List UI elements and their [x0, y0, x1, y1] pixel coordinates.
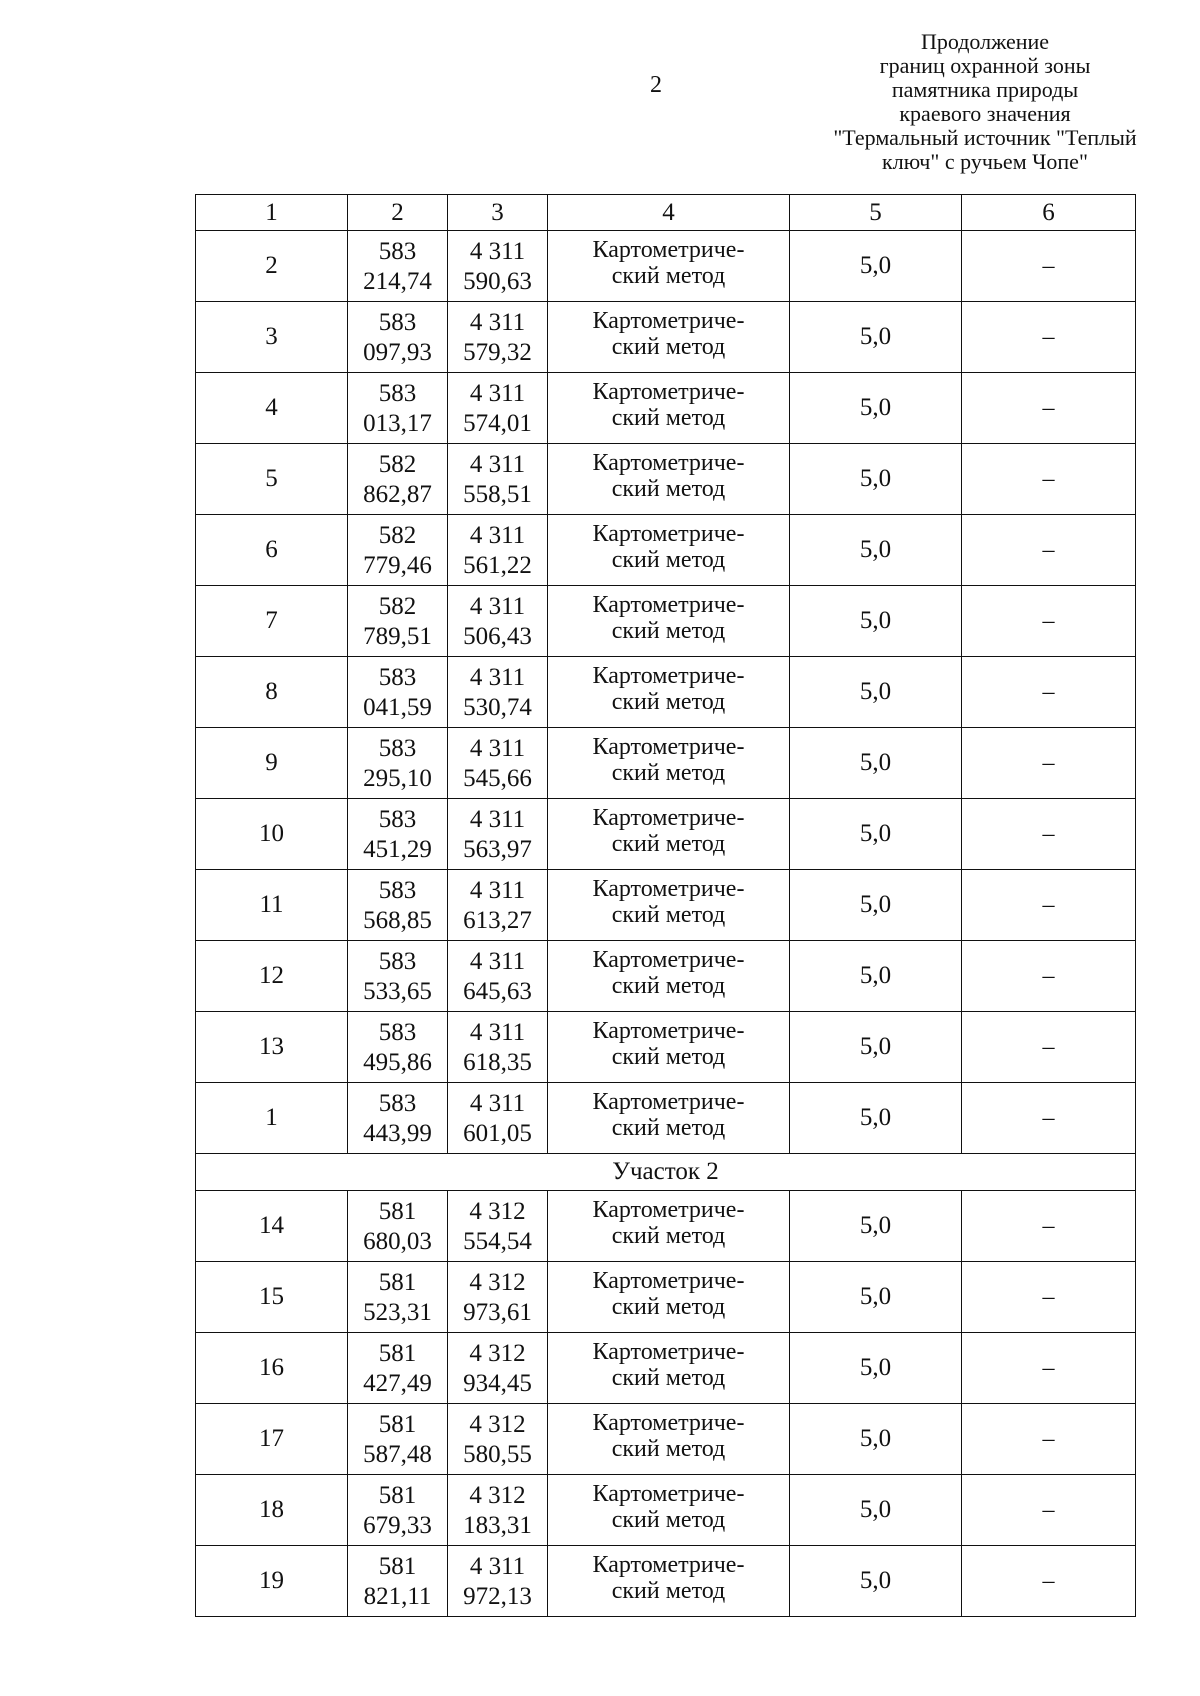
- cell-line: 183,31: [463, 1512, 532, 1539]
- table-row: [196, 1546, 1136, 1617]
- table-row: [196, 1475, 1136, 1546]
- table-row: [196, 1083, 1136, 1154]
- cell-line: Картометриче-: [592, 1339, 745, 1365]
- cell-line: Картометриче-: [592, 1410, 745, 1436]
- table-row: [196, 728, 1136, 799]
- precision-cell: 5,0: [790, 728, 962, 799]
- cell-line: 679,33: [363, 1512, 432, 1539]
- method-cell: [548, 1083, 790, 1154]
- method-cell: [548, 1191, 790, 1262]
- cell-line: 581: [378, 1340, 417, 1367]
- precision-cell: 5,0: [790, 870, 962, 941]
- cell-line: ский метод: [611, 902, 726, 928]
- cell-line: ский метод: [611, 1044, 726, 1070]
- point-number-cell: 17: [196, 1404, 348, 1475]
- cell-line: 4 311: [469, 735, 526, 762]
- point-number-cell: 13: [196, 1012, 348, 1083]
- caption-line: границ охранной зоны: [879, 53, 1091, 78]
- cell-line: ский метод: [611, 476, 726, 502]
- y-coordinate-cell: [448, 515, 548, 586]
- method-cell: [548, 728, 790, 799]
- cell-line: 563,97: [463, 836, 532, 863]
- cell-line: 680,03: [363, 1228, 432, 1255]
- method-cell: [548, 1333, 790, 1404]
- cell-line: 583: [378, 1019, 417, 1046]
- cell-line: 295,10: [363, 765, 432, 792]
- cell-line: 583: [378, 806, 417, 833]
- x-coordinate-cell: [348, 1191, 448, 1262]
- cell-line: 568,85: [363, 907, 432, 934]
- cell-line: 581: [378, 1482, 417, 1509]
- caption-line: Продолжение: [920, 29, 1050, 54]
- y-coordinate-cell: [448, 728, 548, 799]
- precision-cell: 5,0: [790, 444, 962, 515]
- caption-line: краевого значения: [899, 101, 1071, 126]
- cell-line: ский метод: [611, 334, 726, 360]
- cell-line: 590,63: [463, 268, 532, 295]
- x-coordinate-cell: [348, 1083, 448, 1154]
- cell-line: 451,29: [363, 836, 432, 863]
- caption-block: [790, 30, 1180, 174]
- method-cell: [548, 231, 790, 302]
- precision-cell: 5,0: [790, 657, 962, 728]
- table-row: [196, 657, 1136, 728]
- y-coordinate-cell: [448, 870, 548, 941]
- x-coordinate-cell: [348, 728, 448, 799]
- method-cell: [548, 799, 790, 870]
- precision-cell: 5,0: [790, 799, 962, 870]
- cell-line: ский метод: [611, 831, 726, 857]
- cell-line: ский метод: [611, 263, 726, 289]
- cell-line: 645,63: [463, 978, 532, 1005]
- cell-line: Картометриче-: [592, 663, 745, 689]
- point-number-cell: 3: [196, 302, 348, 373]
- x-coordinate-cell: [348, 444, 448, 515]
- method-cell: [548, 1012, 790, 1083]
- description-cell: –: [962, 1404, 1136, 1475]
- description-cell: –: [962, 373, 1136, 444]
- page-number: 2: [650, 72, 662, 98]
- point-number-cell: 14: [196, 1191, 348, 1262]
- table-row: [196, 1191, 1136, 1262]
- cell-line: Картометриче-: [592, 876, 745, 902]
- cell-line: ский метод: [611, 405, 726, 431]
- point-number-cell: 1: [196, 1083, 348, 1154]
- point-number-cell: 12: [196, 941, 348, 1012]
- y-coordinate-cell: [448, 1333, 548, 1404]
- point-number-cell: 18: [196, 1475, 348, 1546]
- x-coordinate-cell: [348, 657, 448, 728]
- caption-line: ключ" с ручьем Чопе": [882, 149, 1088, 174]
- method-cell: [548, 1262, 790, 1333]
- point-number-cell: 16: [196, 1333, 348, 1404]
- cell-line: 583: [378, 238, 417, 265]
- cell-line: Картометриче-: [592, 379, 745, 405]
- x-coordinate-cell: [348, 1546, 448, 1617]
- point-number-cell: 6: [196, 515, 348, 586]
- cell-line: 4 311: [469, 877, 526, 904]
- description-cell: –: [962, 444, 1136, 515]
- cell-line: 4 311: [469, 1553, 526, 1580]
- cell-line: ский метод: [611, 1115, 726, 1141]
- description-cell: –: [962, 1191, 1136, 1262]
- cell-line: Картометриче-: [592, 947, 745, 973]
- cell-line: 779,46: [363, 552, 432, 579]
- method-cell: [548, 444, 790, 515]
- point-number-cell: 7: [196, 586, 348, 657]
- table-row: [196, 1262, 1136, 1333]
- cell-line: 4 311: [469, 451, 526, 478]
- header-cell: 5: [790, 195, 962, 231]
- table-row: [196, 941, 1136, 1012]
- cell-line: ский метод: [611, 760, 726, 786]
- cell-line: 554,54: [463, 1228, 532, 1255]
- table-row: [196, 444, 1136, 515]
- header-cell: 2: [348, 195, 448, 231]
- x-coordinate-cell: [348, 941, 448, 1012]
- cell-line: 4 311: [469, 309, 526, 336]
- cell-line: 4 311: [469, 593, 526, 620]
- cell-line: 581: [378, 1198, 417, 1225]
- cell-line: 618,35: [463, 1049, 532, 1076]
- cell-line: 582: [378, 522, 417, 549]
- cell-line: 583: [378, 948, 417, 975]
- point-number-cell: 15: [196, 1262, 348, 1333]
- table-row: [196, 870, 1136, 941]
- cell-line: 789,51: [363, 623, 432, 650]
- point-number-cell: 4: [196, 373, 348, 444]
- cell-line: 574,01: [463, 410, 532, 437]
- precision-cell: 5,0: [790, 1404, 962, 1475]
- cell-line: 4 311: [469, 380, 526, 407]
- description-cell: –: [962, 515, 1136, 586]
- method-cell: [548, 1404, 790, 1475]
- caption-line: "Термальный источник "Теплый: [833, 125, 1137, 150]
- method-cell: [548, 657, 790, 728]
- cell-line: 973,61: [463, 1299, 532, 1326]
- cell-line: 545,66: [463, 765, 532, 792]
- description-cell: –: [962, 657, 1136, 728]
- precision-cell: 5,0: [790, 1012, 962, 1083]
- cell-line: ский метод: [611, 547, 726, 573]
- precision-cell: 5,0: [790, 373, 962, 444]
- x-coordinate-cell: [348, 1404, 448, 1475]
- precision-cell: 5,0: [790, 515, 962, 586]
- cell-line: Картометриче-: [592, 1197, 745, 1223]
- cell-line: ский метод: [611, 1365, 726, 1391]
- point-number-cell: 2: [196, 231, 348, 302]
- y-coordinate-cell: [448, 444, 548, 515]
- cell-line: 4 312: [469, 1269, 526, 1296]
- coordinates-table: [195, 194, 1136, 1617]
- cell-line: Картометриче-: [592, 237, 745, 263]
- description-cell: –: [962, 1333, 1136, 1404]
- precision-cell: 5,0: [790, 1191, 962, 1262]
- cell-line: 583: [378, 664, 417, 691]
- cell-line: Картометриче-: [592, 1552, 745, 1578]
- cell-line: 214,74: [363, 268, 432, 295]
- table-row: [196, 515, 1136, 586]
- cell-line: 972,13: [463, 1583, 532, 1610]
- cell-line: ский метод: [611, 1436, 726, 1462]
- y-coordinate-cell: [448, 586, 548, 657]
- method-cell: [548, 302, 790, 373]
- description-cell: –: [962, 586, 1136, 657]
- precision-cell: 5,0: [790, 302, 962, 373]
- cell-line: 533,65: [363, 978, 432, 1005]
- y-coordinate-cell: [448, 1083, 548, 1154]
- description-cell: –: [962, 941, 1136, 1012]
- cell-line: 582: [378, 593, 417, 620]
- x-coordinate-cell: [348, 1475, 448, 1546]
- y-coordinate-cell: [448, 1404, 548, 1475]
- cell-line: Картометриче-: [592, 1089, 745, 1115]
- y-coordinate-cell: [448, 657, 548, 728]
- header-cell: 4: [548, 195, 790, 231]
- cell-line: 530,74: [463, 694, 532, 721]
- cell-line: Картометриче-: [592, 734, 745, 760]
- table-row: [196, 302, 1136, 373]
- point-number-cell: 19: [196, 1546, 348, 1617]
- table-header-row: [196, 195, 1136, 231]
- y-coordinate-cell: [448, 1012, 548, 1083]
- cell-line: 097,93: [363, 339, 432, 366]
- x-coordinate-cell: [348, 515, 448, 586]
- x-coordinate-cell: [348, 1333, 448, 1404]
- description-cell: –: [962, 870, 1136, 941]
- cell-line: 561,22: [463, 552, 532, 579]
- cell-line: 579,32: [463, 339, 532, 366]
- description-cell: –: [962, 1262, 1136, 1333]
- cell-line: 4 311: [469, 948, 526, 975]
- x-coordinate-cell: [348, 870, 448, 941]
- cell-line: 041,59: [363, 694, 432, 721]
- cell-line: ский метод: [611, 689, 726, 715]
- precision-cell: 5,0: [790, 231, 962, 302]
- cell-line: 583: [378, 380, 417, 407]
- section-row: [196, 1154, 1136, 1191]
- x-coordinate-cell: [348, 302, 448, 373]
- precision-cell: 5,0: [790, 941, 962, 1012]
- section-title: Участок 2: [196, 1154, 1136, 1191]
- description-cell: –: [962, 1475, 1136, 1546]
- y-coordinate-cell: [448, 1475, 548, 1546]
- method-cell: [548, 870, 790, 941]
- precision-cell: 5,0: [790, 586, 962, 657]
- cell-line: 583: [378, 1090, 417, 1117]
- precision-cell: 5,0: [790, 1333, 962, 1404]
- y-coordinate-cell: [448, 231, 548, 302]
- precision-cell: 5,0: [790, 1475, 962, 1546]
- cell-line: 821,11: [363, 1583, 432, 1610]
- cell-line: Картометриче-: [592, 1268, 745, 1294]
- point-number-cell: 10: [196, 799, 348, 870]
- x-coordinate-cell: [348, 231, 448, 302]
- cell-line: 587,48: [363, 1441, 432, 1468]
- cell-line: 4 312: [469, 1340, 526, 1367]
- cell-line: 601,05: [463, 1120, 532, 1147]
- precision-cell: 5,0: [790, 1546, 962, 1617]
- table-row: [196, 231, 1136, 302]
- y-coordinate-cell: [448, 1262, 548, 1333]
- y-coordinate-cell: [448, 1191, 548, 1262]
- cell-line: 581: [378, 1411, 417, 1438]
- x-coordinate-cell: [348, 799, 448, 870]
- description-cell: –: [962, 1012, 1136, 1083]
- cell-line: 558,51: [463, 481, 532, 508]
- cell-line: 4 311: [469, 238, 526, 265]
- cell-line: 862,87: [363, 481, 432, 508]
- x-coordinate-cell: [348, 1012, 448, 1083]
- cell-line: 4 311: [469, 806, 526, 833]
- cell-line: 583: [378, 735, 417, 762]
- cell-line: 934,45: [463, 1370, 532, 1397]
- cell-line: 4 311: [469, 664, 526, 691]
- method-cell: [548, 1475, 790, 1546]
- cell-line: 4 311: [469, 1019, 526, 1046]
- cell-line: Картометриче-: [592, 450, 745, 476]
- header-cell: 1: [196, 195, 348, 231]
- cell-line: 581: [378, 1553, 417, 1580]
- cell-line: 583: [378, 309, 417, 336]
- cell-line: ский метод: [611, 1294, 726, 1320]
- y-coordinate-cell: [448, 799, 548, 870]
- x-coordinate-cell: [348, 586, 448, 657]
- cell-line: 4 311: [469, 522, 526, 549]
- cell-line: 582: [378, 451, 417, 478]
- cell-line: 4 312: [469, 1198, 526, 1225]
- cell-line: 4 312: [469, 1482, 526, 1509]
- cell-line: 4 311: [469, 1090, 526, 1117]
- table-row: [196, 799, 1136, 870]
- point-number-cell: 11: [196, 870, 348, 941]
- description-cell: –: [962, 302, 1136, 373]
- table-row: [196, 1333, 1136, 1404]
- cell-line: 613,27: [463, 907, 532, 934]
- caption-line: памятника природы: [891, 77, 1079, 102]
- y-coordinate-cell: [448, 941, 548, 1012]
- header-cell: 3: [448, 195, 548, 231]
- cell-line: 495,86: [363, 1049, 432, 1076]
- cell-line: 4 312: [469, 1411, 526, 1438]
- cell-line: ский метод: [611, 1507, 726, 1533]
- cell-line: 443,99: [363, 1120, 432, 1147]
- cell-line: Картометриче-: [592, 1481, 745, 1507]
- table-row: [196, 586, 1136, 657]
- x-coordinate-cell: [348, 1262, 448, 1333]
- cell-line: ский метод: [611, 618, 726, 644]
- cell-line: ский метод: [611, 1578, 726, 1604]
- header-cell: 6: [962, 195, 1136, 231]
- precision-cell: 5,0: [790, 1262, 962, 1333]
- cell-line: 581: [378, 1269, 417, 1296]
- description-cell: –: [962, 728, 1136, 799]
- x-coordinate-cell: [348, 373, 448, 444]
- method-cell: [548, 586, 790, 657]
- cell-line: Картометриче-: [592, 1018, 745, 1044]
- y-coordinate-cell: [448, 373, 548, 444]
- description-cell: –: [962, 231, 1136, 302]
- point-number-cell: 9: [196, 728, 348, 799]
- table-row: [196, 1404, 1136, 1475]
- cell-line: Картометриче-: [592, 521, 745, 547]
- cell-line: ский метод: [611, 973, 726, 999]
- cell-line: 013,17: [363, 410, 432, 437]
- cell-line: Картометриче-: [592, 805, 745, 831]
- precision-cell: 5,0: [790, 1083, 962, 1154]
- table-row: [196, 373, 1136, 444]
- method-cell: [548, 1546, 790, 1617]
- cell-line: 583: [378, 877, 417, 904]
- y-coordinate-cell: [448, 1546, 548, 1617]
- method-cell: [548, 941, 790, 1012]
- cell-line: Картометриче-: [592, 592, 745, 618]
- cell-line: 523,31: [363, 1299, 432, 1326]
- method-cell: [548, 515, 790, 586]
- point-number-cell: 8: [196, 657, 348, 728]
- cell-line: 580,55: [463, 1441, 532, 1468]
- cell-line: Картометриче-: [592, 308, 745, 334]
- description-cell: –: [962, 799, 1136, 870]
- cell-line: 427,49: [363, 1370, 432, 1397]
- cell-line: ский метод: [611, 1223, 726, 1249]
- table-row: [196, 1012, 1136, 1083]
- description-cell: –: [962, 1546, 1136, 1617]
- method-cell: [548, 373, 790, 444]
- point-number-cell: 5: [196, 444, 348, 515]
- description-cell: –: [962, 1083, 1136, 1154]
- y-coordinate-cell: [448, 302, 548, 373]
- cell-line: 506,43: [463, 623, 532, 650]
